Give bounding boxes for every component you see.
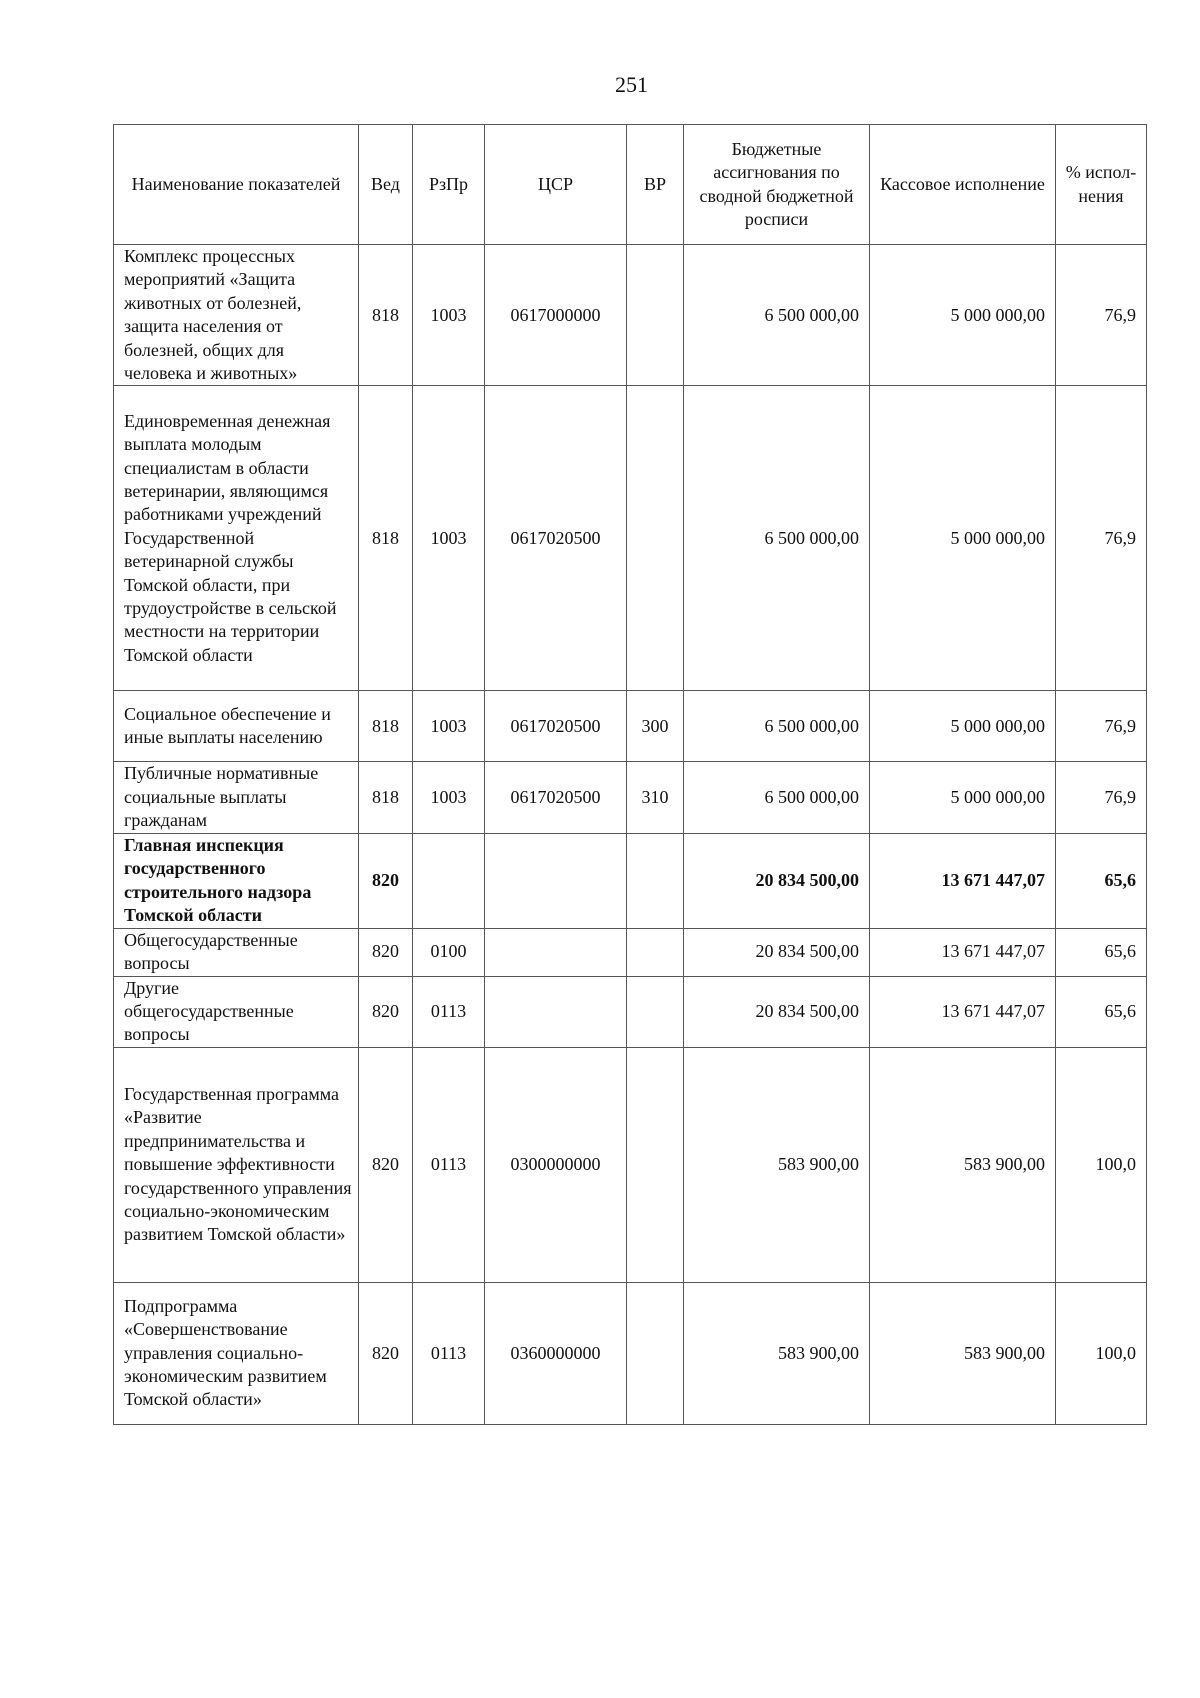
row-name: Государственная программа «Развитие предпринимательства и повышение эффективности государственного управления социально-экономическим развитием Томской области» [114, 1047, 359, 1282]
row-cash: 583 900,00 [870, 1282, 1056, 1424]
row-rzpr: 1003 [413, 386, 485, 691]
row-budget: 20 834 500,00 [684, 976, 870, 1047]
row-vr: 300 [627, 691, 684, 762]
row-budget: 6 500 000,00 [684, 691, 870, 762]
row-rzpr: 0100 [413, 928, 485, 976]
row-ved: 818 [359, 691, 413, 762]
row-cash: 13 671 447,07 [870, 928, 1056, 976]
table-row [114, 691, 1147, 762]
table-row [114, 1047, 1147, 1282]
row-csr: 0300000000 [485, 1047, 627, 1282]
row-ved: 820 [359, 976, 413, 1047]
row-cash: 583 900,00 [870, 1047, 1056, 1282]
header-ved: Вед [359, 125, 413, 245]
header-budget: Бюджетные ассигнования по сводной бюджетной росписи [684, 125, 870, 245]
table-row [114, 762, 1147, 833]
row-pct: 65,6 [1056, 833, 1147, 928]
row-budget: 6 500 000,00 [684, 386, 870, 691]
row-cash: 13 671 447,07 [870, 833, 1056, 928]
row-csr: 0617000000 [485, 245, 627, 386]
row-csr [485, 928, 627, 976]
row-pct: 100,0 [1056, 1047, 1147, 1282]
row-ved: 818 [359, 762, 413, 833]
row-vr [627, 1282, 684, 1424]
row-name: Социальное обеспечение и иные выплаты населению [114, 691, 359, 762]
row-vr [627, 386, 684, 691]
header-vr: ВР [627, 125, 684, 245]
row-rzpr: 1003 [413, 245, 485, 386]
row-vr: 310 [627, 762, 684, 833]
header-cash: Кассовое исполнение [870, 125, 1056, 245]
row-pct: 65,6 [1056, 928, 1147, 976]
row-vr [627, 245, 684, 386]
table-row [114, 928, 1147, 976]
row-csr: 0617020500 [485, 386, 627, 691]
row-pct: 65,6 [1056, 976, 1147, 1047]
row-cash: 5 000 000,00 [870, 386, 1056, 691]
row-cash: 5 000 000,00 [870, 691, 1056, 762]
header-name: Наименование показателей [114, 125, 359, 245]
row-rzpr: 0113 [413, 1282, 485, 1424]
row-rzpr: 1003 [413, 762, 485, 833]
row-name: Другие общегосударственные вопросы [114, 976, 359, 1047]
row-vr [627, 976, 684, 1047]
table-row [114, 1282, 1147, 1424]
page-number: 251 [615, 72, 648, 97]
table-row [114, 386, 1147, 691]
table-row [114, 245, 1147, 386]
row-ved: 820 [359, 928, 413, 976]
table-row-summary [114, 833, 1147, 928]
row-cash: 5 000 000,00 [870, 762, 1056, 833]
row-rzpr: 0113 [413, 1047, 485, 1282]
row-name: Публичные нормативные социальные выплаты гражданам [114, 762, 359, 833]
row-csr [485, 976, 627, 1047]
row-pct: 100,0 [1056, 1282, 1147, 1424]
row-csr: 0360000000 [485, 1282, 627, 1424]
row-vr [627, 833, 684, 928]
row-cash: 13 671 447,07 [870, 976, 1056, 1047]
row-rzpr: 1003 [413, 691, 485, 762]
row-vr [627, 928, 684, 976]
row-budget: 583 900,00 [684, 1282, 870, 1424]
row-name: Подпрограмма «Совершенствование управления социально-экономическим развитием Томской области» [114, 1282, 359, 1424]
row-budget: 20 834 500,00 [684, 928, 870, 976]
row-name: Главная инспекция государственного строительного надзора Томской области [114, 833, 359, 928]
row-ved: 820 [359, 1047, 413, 1282]
row-ved: 818 [359, 245, 413, 386]
row-name: Общегосударственные вопросы [114, 928, 359, 976]
row-csr: 0617020500 [485, 762, 627, 833]
table-header-row [114, 125, 1147, 245]
table-row [114, 976, 1147, 1047]
row-ved: 820 [359, 1282, 413, 1424]
row-budget: 20 834 500,00 [684, 833, 870, 928]
header-csr: ЦСР [485, 125, 627, 245]
row-pct: 76,9 [1056, 245, 1147, 386]
row-budget: 6 500 000,00 [684, 245, 870, 386]
row-vr [627, 1047, 684, 1282]
row-name: Комплекс процессных мероприятий «Защита животных от болезней, защита населения от болезней, общих для человека и животных» [114, 245, 359, 386]
row-pct: 76,9 [1056, 691, 1147, 762]
row-budget: 583 900,00 [684, 1047, 870, 1282]
row-csr: 0617020500 [485, 691, 627, 762]
row-rzpr [413, 833, 485, 928]
row-pct: 76,9 [1056, 762, 1147, 833]
row-name: Единовременная денежная выплата молодым специалистам в области ветеринарии, являющимся работниками учреждений Государственной ветеринарной службы Томской области, при трудоустройстве в сельской местности на территории Томской области [114, 386, 359, 691]
row-pct: 76,9 [1056, 386, 1147, 691]
row-cash: 5 000 000,00 [870, 245, 1056, 386]
header-rzpr: РзПр [413, 125, 485, 245]
budget-execution-table [113, 124, 1147, 1425]
row-ved: 818 [359, 386, 413, 691]
row-budget: 6 500 000,00 [684, 762, 870, 833]
row-ved: 820 [359, 833, 413, 928]
row-csr [485, 833, 627, 928]
row-rzpr: 0113 [413, 976, 485, 1047]
header-pct: % испол-нения [1056, 125, 1147, 245]
